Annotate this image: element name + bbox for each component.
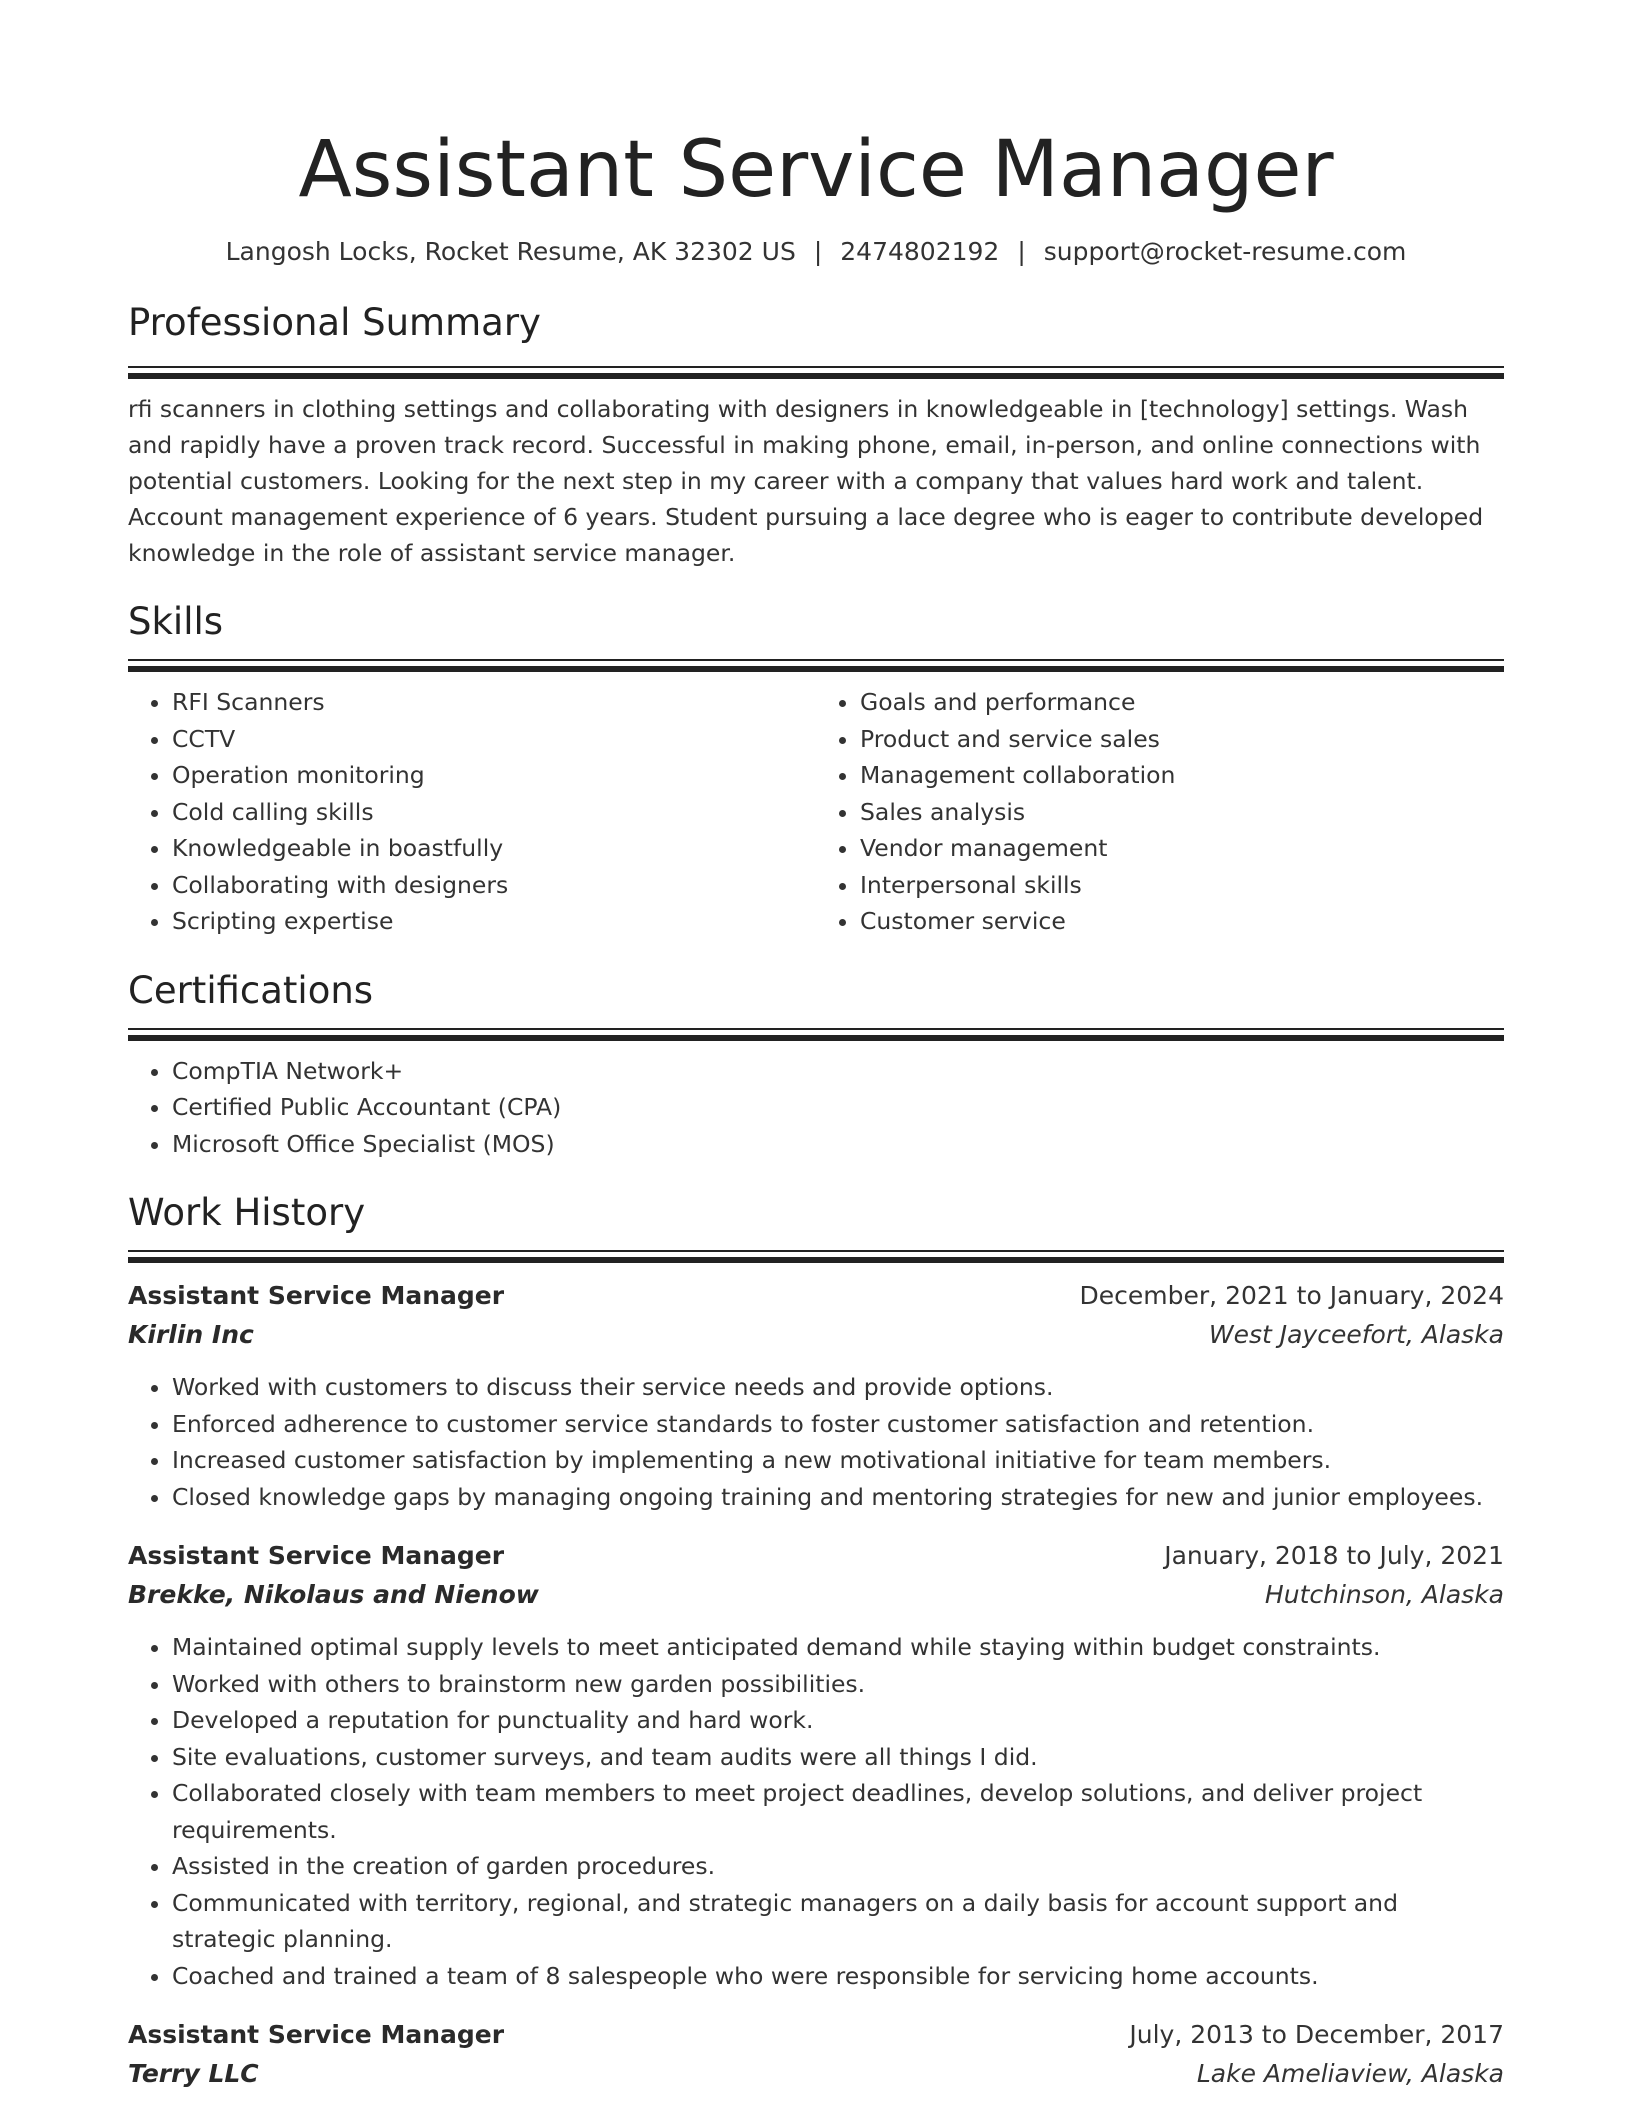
contact-separator: |: [1017, 237, 1026, 266]
certification-item: • Microsoft Office Specialist (MOS): [172, 1126, 1504, 1163]
section-divider: [128, 366, 1504, 379]
resume-name: Assistant Service Manager: [298, 125, 1334, 215]
job-bullet: • Coached and trained a team of 8 salespeople who were responsible for servicing home accounts.: [172, 1958, 1504, 1995]
job-dates: July, 2013 to December, 2017: [1129, 2020, 1504, 2049]
section-divider: [128, 659, 1504, 672]
skill-item: • Collaborating with designers: [172, 867, 816, 904]
contact-phone: 2474802192: [840, 237, 1000, 266]
skills-left-list: [128, 684, 816, 940]
job-header-row: [128, 1537, 1504, 1575]
skill-item: • Product and service sales: [860, 721, 1504, 758]
job-bullet: • Collaborated closely with team members to meet project deadlines, develop solutions, and deliver project requirements.: [172, 1775, 1504, 1848]
job-location: Lake Ameliaview, Alaska: [1196, 2059, 1504, 2088]
job-bullets: [128, 1369, 1504, 1515]
skill-item: • RFI Scanners: [172, 684, 816, 721]
job-bullet: • Site evaluations, customer surveys, and team audits were all things I did.: [172, 1739, 1504, 1776]
job-entry: [128, 1277, 1504, 1515]
job-company-row: [128, 2054, 1504, 2094]
skill-item: • Operation monitoring: [172, 757, 816, 794]
skill-item: • Vendor management: [860, 830, 1504, 867]
skill-item: • Cold calling skills: [172, 794, 816, 831]
skill-item: • Interpersonal skills: [860, 867, 1504, 904]
job-bullet: • Increased customer satisfaction by implementing a new motivational initiative for team members.: [172, 1442, 1504, 1479]
skills-right-list: [816, 684, 1504, 940]
certification-item: • CompTIA Network+: [172, 1053, 1504, 1090]
job-company: Terry LLC: [128, 2059, 259, 2088]
summary-heading: Professional Summary: [128, 301, 541, 344]
job-title: Assistant Service Manager: [128, 2020, 505, 2049]
job-bullets: [128, 1629, 1504, 1994]
job-bullet: • Assisted in the creation of garden procedures.: [172, 1848, 1504, 1885]
skill-item: • Sales analysis: [860, 794, 1504, 831]
job-company: Brekke, Nikolaus and Nienow: [128, 1580, 539, 1609]
job-company-row: [128, 1575, 1504, 1615]
job-header-row: [128, 2016, 1504, 2054]
certification-item: • Certified Public Accountant (CPA): [172, 1089, 1504, 1126]
contact-email[interactable]: support@rocket-resume.com: [1043, 237, 1407, 266]
skill-item: • Scripting expertise: [172, 903, 816, 940]
skills-section: [128, 599, 1504, 940]
contact-address: Langosh Locks, Rocket Resume, AK 32302 US: [225, 237, 796, 266]
job-title: Assistant Service Manager: [128, 1281, 505, 1310]
skill-item: • Customer service: [860, 903, 1504, 940]
job-bullet: • Worked with customers to discuss their service needs and provide options.: [172, 1369, 1504, 1406]
job-location: West Jayceefort, Alaska: [1208, 1320, 1504, 1349]
certifications-list: [128, 1053, 1504, 1163]
summary-section: [128, 300, 1504, 571]
skill-item: • Management collaboration: [860, 757, 1504, 794]
contact-line: [128, 236, 1504, 268]
job-company-row: [128, 1315, 1504, 1355]
job-location: Hutchinson, Alaska: [1264, 1580, 1504, 1609]
section-divider: [128, 1028, 1504, 1041]
job-company: Kirlin Inc: [128, 1320, 254, 1349]
certifications-section: [128, 968, 1504, 1163]
job-dates: January, 2018 to July, 2021: [1164, 1541, 1504, 1570]
job-entry: [128, 1537, 1504, 1994]
skills-grid: [128, 684, 1504, 940]
work-heading: Work History: [128, 1191, 366, 1234]
job-dates: December, 2021 to January, 2024: [1079, 1281, 1504, 1310]
skill-item: • Goals and performance: [860, 684, 1504, 721]
certifications-heading: Certifications: [128, 968, 374, 1012]
skills-heading: Skills: [128, 600, 224, 643]
summary-text: rfi scanners in clothing settings and collaborating with designers in knowledgeable in [technology] settings. Wash and rapidly have a proven track record. Successful in making phone, email, in-person, and online connections with potential customers. Looking for the next step in my career with a company that values hard work and talent. Account management experience of 6 years. Student pursuing a lace degree who is eager to contribute developed knowledge in the role of assistant service manager.: [128, 395, 1484, 567]
job-bullet: • Enforced adherence to customer service standards to foster customer satisfaction and retention.: [172, 1406, 1504, 1443]
work-section: [128, 1190, 1504, 2094]
job-bullet: • Maintained optimal supply levels to meet anticipated demand while staying within budget constraints.: [172, 1629, 1504, 1666]
contact-separator: |: [813, 237, 823, 266]
skill-item: • Knowledgeable in boastfully: [172, 830, 816, 867]
job-entry: [128, 2016, 1504, 2094]
section-divider: [128, 1250, 1504, 1263]
skill-item: • CCTV: [172, 721, 816, 758]
job-header-row: [128, 1277, 1504, 1315]
job-bullet: • Worked with others to brainstorm new garden possibilities.: [172, 1666, 1504, 1703]
job-bullet: • Communicated with territory, regional, and strategic managers on a daily basis for account support and strategic planning.: [172, 1885, 1504, 1958]
job-bullet: • Developed a reputation for punctuality and hard work.: [172, 1702, 1504, 1739]
job-bullet: • Closed knowledge gaps by managing ongoing training and mentoring strategies for new and junior employees.: [172, 1479, 1504, 1516]
jobs-list: [128, 1277, 1504, 2094]
job-title: Assistant Service Manager: [128, 1541, 505, 1570]
resume-page: [128, 0, 1504, 2094]
